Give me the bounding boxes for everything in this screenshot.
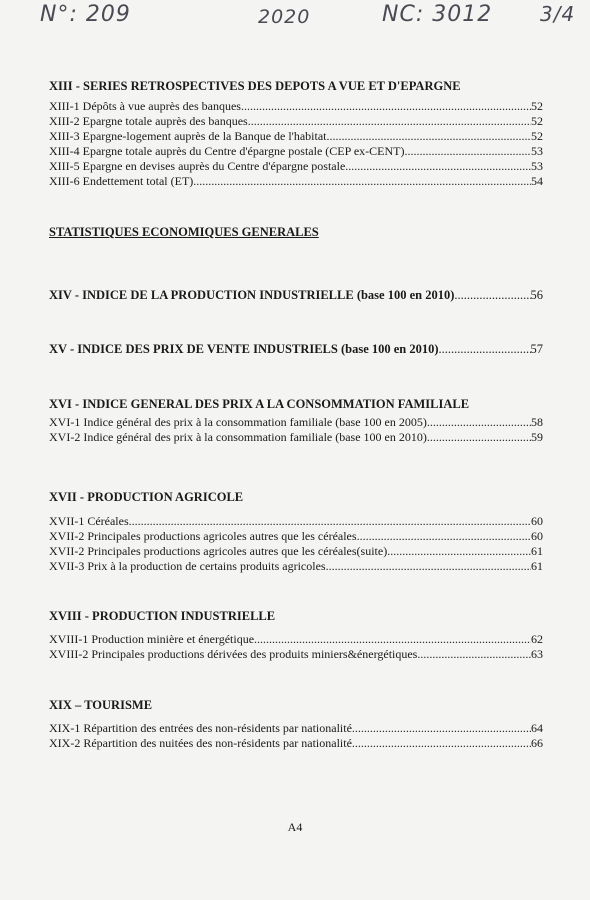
section-statistiques bbox=[49, 225, 543, 240]
toc-entry-page: 52 bbox=[531, 129, 543, 143]
toc-entry-label: XIX-1 Répartition des entrées des non-résidents par nationalité bbox=[49, 721, 352, 735]
toc-entry bbox=[49, 529, 543, 544]
handwritten-document-number: N°: 209 bbox=[40, 2, 131, 27]
toc-entry bbox=[49, 544, 543, 559]
toc-entry bbox=[49, 632, 543, 647]
toc-entry-page: 61 bbox=[531, 544, 543, 558]
toc-entry-page: 56 bbox=[530, 288, 543, 302]
toc-entry-page: 58 bbox=[531, 415, 543, 429]
toc-entry-label: XVII-3 Prix à la production de certains produits agricoles bbox=[49, 559, 326, 573]
section-title: XIX – TOURISME bbox=[49, 698, 153, 712]
toc-entry-label: XVIII-2 Principales productions dérivées des produits miniers&énergétiques bbox=[49, 647, 418, 661]
toc-entry bbox=[49, 129, 543, 144]
toc-entry-page: 64 bbox=[531, 721, 543, 735]
toc-entry bbox=[49, 159, 543, 174]
toc-entry-label: XVII-2 Principales productions agricoles autres que les céréales(suite) bbox=[49, 544, 388, 558]
toc-entry-label: XIII-1 Dépôts à vue auprès des banques bbox=[49, 99, 241, 113]
toc-entry bbox=[49, 144, 543, 159]
toc-entry-label: XIX-2 Répartition des nuitées des non-résidents par nationalité bbox=[49, 736, 352, 750]
toc-entry-label: XVI-2 Indice général des prix à la consommation familiale (base 100 en 2010) bbox=[49, 430, 427, 444]
section-heading-underlined: STATISTIQUES ECONOMIQUES GENERALES bbox=[49, 225, 319, 239]
toc-entry-page: 54 bbox=[531, 174, 543, 188]
toc-entry-page: 53 bbox=[531, 159, 543, 173]
toc-entry-page: 52 bbox=[531, 99, 543, 113]
toc-entry-label: XVI-1 Indice général des prix à la consommation familiale (base 100 en 2005) bbox=[49, 415, 427, 429]
toc-entry-page: 60 bbox=[531, 529, 543, 543]
toc-entry-label: XIII-2 Epargne totale auprès des banques bbox=[49, 114, 248, 128]
toc-entry-page: 59 bbox=[531, 430, 543, 444]
toc-entry bbox=[49, 559, 543, 574]
toc-entry bbox=[49, 514, 543, 529]
page-footer-label: A4 bbox=[287, 820, 303, 834]
toc-heading-entry bbox=[49, 342, 543, 357]
section-title: XIV - INDICE DE LA PRODUCTION INDUSTRIELLE (base 100 en 2010) bbox=[49, 288, 455, 302]
toc-entry-label: XIII-6 Endettement total (ET) bbox=[49, 174, 194, 188]
section-xv bbox=[49, 342, 543, 357]
section-title: XIII - SERIES RETROSPECTIVES DES DEPOTS A VUE ET D'EPARGNE bbox=[49, 79, 461, 93]
toc-entry-label: XIII-4 Epargne totale auprès du Centre d'épargne postale (CEP ex-CENT) bbox=[49, 144, 405, 158]
toc-entry-label: XVII-2 Principales productions agricoles autres que les céréales bbox=[49, 529, 357, 543]
handwritten-year: 2020 bbox=[258, 6, 311, 28]
toc-entry-label: XVIII-1 Production minière et énergétique bbox=[49, 632, 255, 646]
toc-entry bbox=[49, 736, 543, 751]
toc-entry-page: 62 bbox=[531, 632, 543, 646]
toc-entry-page: 57 bbox=[530, 342, 543, 356]
section-xviii bbox=[49, 609, 543, 662]
toc-entry bbox=[49, 430, 543, 445]
section-title: XVII - PRODUCTION AGRICOLE bbox=[49, 490, 244, 504]
toc-entry-label: XIII-5 Epargne en devises auprès du Centre d'épargne postale bbox=[49, 159, 346, 173]
toc-entry bbox=[49, 415, 543, 430]
section-xvii bbox=[49, 490, 543, 574]
toc-entry-page: 61 bbox=[531, 559, 543, 573]
toc-entry-page: 63 bbox=[531, 647, 543, 661]
section-xiii bbox=[49, 79, 543, 189]
toc-entry bbox=[49, 99, 543, 114]
handwritten-page-fraction: 3/4 bbox=[540, 2, 576, 26]
section-xix bbox=[49, 698, 543, 751]
toc-entry bbox=[49, 114, 543, 129]
handwritten-nc-code: NC: 3012 bbox=[382, 2, 493, 27]
section-title: XVIII - PRODUCTION INDUSTRIELLE bbox=[49, 609, 276, 623]
toc-entry bbox=[49, 647, 543, 662]
toc-entry bbox=[49, 721, 543, 736]
toc-entry-page: 53 bbox=[531, 144, 543, 158]
section-xvi bbox=[49, 397, 543, 445]
toc-heading-entry bbox=[49, 288, 543, 303]
section-title: XV - INDICE DES PRIX DE VENTE INDUSTRIELS (base 100 en 2010) bbox=[49, 342, 439, 356]
section-title: XVI - INDICE GENERAL DES PRIX A LA CONSOMMATION FAMILIALE bbox=[49, 397, 470, 411]
toc-entry-label: XIII-3 Epargne-logement auprès de la Banque de l'habitat bbox=[49, 129, 327, 143]
toc-entry bbox=[49, 174, 543, 189]
toc-entry-label: XVII-1 Céréales bbox=[49, 514, 129, 528]
toc-entry-page: 66 bbox=[531, 736, 543, 750]
toc-entry-page: 52 bbox=[531, 114, 543, 128]
section-xiv bbox=[49, 288, 543, 303]
toc-entry-page: 60 bbox=[531, 514, 543, 528]
